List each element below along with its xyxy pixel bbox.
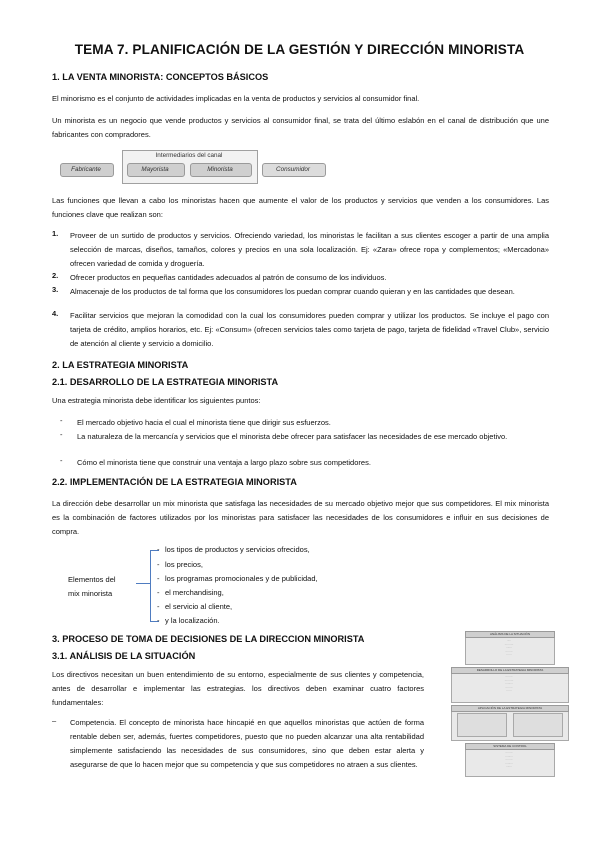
list-item: El mercado objetivo hacia el cual el minorista tiene que dirigir sus esfuerzos.: [77, 418, 331, 427]
competencia-text: El concepto de minorista hace hincapié en que aquellos minoristas que actúen de forma rentable deben ser, además, fuertes competidores, puesto que no pueden alcanzar una alta rentabilidad simplemente satisfaciendo las necesidades de sus consumidores, sino que deben estar alerta y asegurarse de que lo hacen mejor que su competencia y que sus competidores no atraen a sus clientes.: [70, 718, 424, 769]
list-item-number: 4.: [52, 309, 59, 318]
fabricante-label: Fabricante: [71, 166, 101, 173]
list-item-number: 2.: [52, 271, 59, 280]
bracket-connector: [136, 583, 150, 584]
figure-block-header: ANÁLISIS DE LA SITUACIÓN: [465, 631, 555, 638]
minorista-label: Minorista: [207, 166, 233, 173]
list-item: La naturaleza de la mercancía y servicios que el minorista debe ofrecer para satisfacer las necesidades de ese mercado objetivo.: [77, 432, 508, 441]
list-item: Almacenaje de los productos de tal forma que los consumidores los puedan comprar cuando quieran y en las cantidades que desean.: [70, 287, 515, 296]
list-item: - los precios,: [157, 560, 203, 569]
section-1-paragraph-3: Las funciones que llevan a cabo los minoristas hacen que aumente el valor de los productos y servicios que venden a los consumidores. Las funciones clave que realizan son:: [52, 196, 549, 219]
section-1-paragraph-2: Un minorista es un negocio que vende productos y servicios al consumidor final, se trata del último eslabón en el canal de distribución que une fabricantes con compradores.: [52, 116, 549, 139]
list-item: - y la localización.: [157, 616, 220, 625]
list-item-text: y la localización.: [165, 616, 220, 625]
figure-sub-block: [513, 713, 563, 737]
list-bullet: -: [60, 430, 63, 439]
list-item-text: el servicio al cliente,: [165, 602, 233, 611]
list-item: Proveer de un surtido de productos y servicios. Ofreciendo variedad, los minoristas le facilitan a sus clientes escoger a partir de una amplia selección de marcas, diseños, tamaños, colores y precios en una sola localización. Ej: «Zara» ofrece ropa y complementos; «Mercadona» ofrecen variedad de comida y droguería.: [70, 231, 549, 268]
list-bullet: –: [52, 716, 57, 725]
section-3-1-heading: 3.1. ANÁLISIS DE LA SITUACIÓN: [52, 651, 196, 661]
mix-label-line-2: mix minorista: [68, 589, 113, 598]
section-2-heading: 2. LA ESTRATEGIA MINORISTA: [52, 360, 189, 370]
list-item: Cómo el minorista tiene que construir una ventaja a largo plazo sobre sus competidores.: [77, 458, 371, 467]
figure-sub-block: [457, 713, 507, 737]
list-item: - los tipos de productos y servicios ofrecidos,: [157, 545, 310, 554]
section-3-1-paragraph: Los directivos necesitan un buen entendimiento de su entorno, especialmente de sus clientes y competencia, antes de desarrollar e implementar las estrategias. los directivos deben examinar cuatro factores fundamentales:: [52, 670, 424, 707]
section-2-2-paragraph: La dirección debe desarrollar un mix minorista que satisfaga las necesidades de su mercado objetivo mejor que sus competidores. El mix minorista es la combinación de factores utilizados por los minoristas para satisfacer las necesidades de los consumidores e influir en sus decisiones de compra.: [52, 499, 549, 536]
list-item: [70, 716, 424, 772]
list-item-number: 3.: [52, 285, 59, 294]
list-bullet: -: [60, 416, 63, 425]
figure-block-header: DESARROLLO DE LA ESTRATEGIA MINORISTA: [451, 667, 569, 674]
page-title: TEMA 7. PLANIFICACIÓN DE LA GESTIÓN Y DIRECCIÓN MINORISTA: [74, 42, 525, 57]
list-item: Facilitar servicios que mejoran la comodidad con la cual los consumidores pueden comprar y utilizar los productos. Se incluye el pago con tarjeta de crédito, amplios horarios, etc. Ej: «Consum» (ofrecen servicios tales como tarjeta de pago, tarjeta de fidelidad «Travel Club», servicio de atención al cliente y servicio a domicilio.: [70, 311, 549, 348]
figure-block-lines: ········ ········· ········ ········· ·······: [505, 751, 513, 769]
list-item: - los programas promocionales y de publicidad,: [157, 574, 318, 583]
list-item: Ofrecer productos en pequeñas cantidades adecuados al patrón de consumo de los individuos.: [70, 273, 387, 282]
list-item-text: los programas promocionales y de publicidad,: [165, 574, 318, 583]
section-2-1-heading: 2.1. DESARROLLO DE LA ESTRATEGIA MINORISTA: [52, 377, 279, 387]
list-item: - el merchandising,: [157, 588, 224, 597]
mayorista-label: Mayorista: [141, 166, 169, 173]
decision-process-figure: [451, 631, 568, 776]
section-1-heading: 1. LA VENTA MINORISTA: CONCEPTOS BÁSICOS: [52, 72, 269, 82]
list-bullet: -: [60, 456, 63, 465]
figure-block-header: APLICACIÓN DE LA ESTRATEGIA MINORISTA: [451, 705, 569, 712]
consumidor-label: Consumidor: [276, 166, 310, 173]
list-item-text: los tipos de productos y servicios ofrecidos,: [165, 545, 310, 554]
figure-block-lines: ········ ·········· ········· ········ ······: [504, 675, 514, 693]
figure-block-lines: ····· ·········· ······· ········ ······: [504, 639, 514, 657]
mix-label-line-1: Elementos del: [68, 575, 116, 584]
competencia-label: Competencia.: [70, 718, 117, 727]
section-1-paragraph-1: El minorismo es el conjunto de actividades implicadas en la venta de productos y servicios al consumidor final.: [52, 94, 420, 103]
list-item-text: el merchandising,: [165, 588, 224, 597]
section-3-heading: 3. PROCESO DE TOMA DE DECISIONES DE LA DIRECCION MINORISTA: [52, 634, 365, 644]
list-item: - el servicio al cliente,: [157, 602, 233, 611]
list-item-number: 1.: [52, 229, 59, 238]
section-2-2-heading: 2.2. IMPLEMENTACIÓN DE LA ESTRATEGIA MINORISTA: [52, 477, 297, 487]
list-item-text: los precios,: [165, 560, 203, 569]
figure-block-header: SISTEMA DE CONTROL: [465, 743, 555, 750]
channel-group-label: Intermediarios del canal: [155, 152, 223, 159]
section-2-1-intro: Una estrategia minorista debe identificar los siguientes puntos:: [52, 396, 261, 405]
